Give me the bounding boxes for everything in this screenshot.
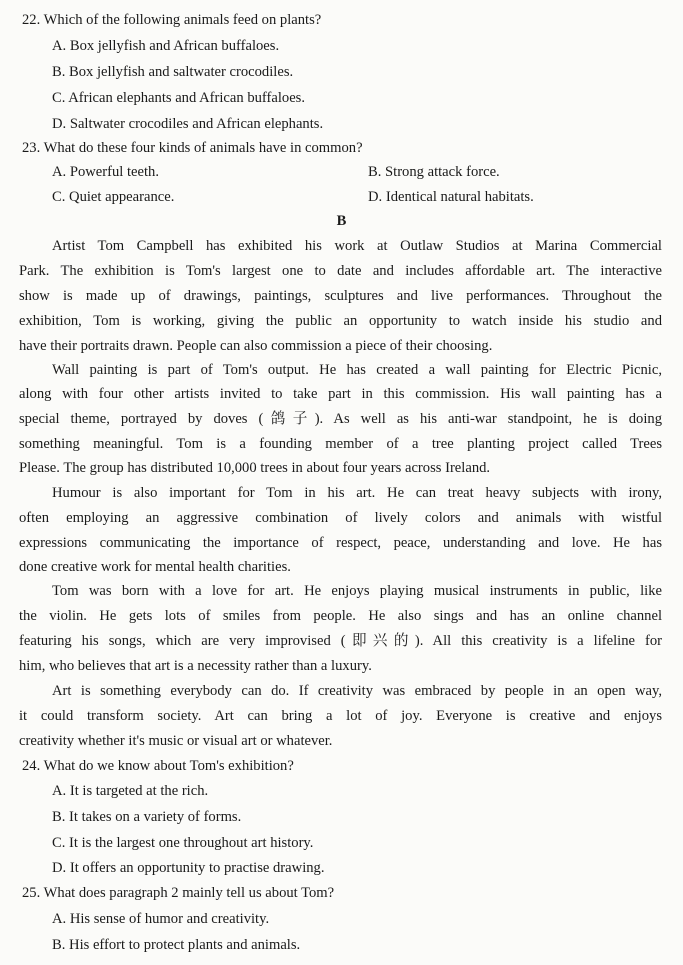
passage-p1-line: Artist Tom Campbell has exhibited his work at Outlaw Studios at Marina Commercial [52,238,662,254]
passage-p3-line: done creative work for mental health charities. [19,559,291,575]
question-23-option-c: C. Quiet appearance. [52,189,175,205]
question-22-option-c: C. African elephants and African buffaloes. [52,90,306,106]
question-23-stem: 23. What do these four kinds of animals have in common? [22,140,363,156]
passage-p4-line: featuring his songs, which are very improvised (即兴的). All this creativity is a lifeline for [19,633,662,649]
passage-p4-line: Tom was born with a love for art. He enjoys playing musical instruments in public, like [52,583,662,599]
passage-p1-line: Park. The exhibition is Tom's largest one to date and includes affordable art. The interactive [19,263,662,279]
passage-p2-line: special theme, portrayed by doves (鸽子). As well as his anti-war standpoint, he is doing [19,411,662,427]
passage-p4-line: the violin. He gets lots of smiles from people. He also sings and has an online channel [19,608,662,624]
question-24-stem: 24. What do we know about Tom's exhibition? [22,758,294,774]
question-24-option-d: D. It offers an opportunity to practise drawing. [52,860,325,876]
question-25-option-a: A. His sense of humor and creativity. [52,911,270,927]
question-23-option-b: B. Strong attack force. [368,164,500,180]
passage-p2-line: along with four other artists invited to take part in this commission. His wall painting has a [19,386,662,402]
question-23-option-d: D. Identical natural habitats. [368,189,534,205]
question-24-option-a: A. It is targeted at the rich. [52,783,209,799]
passage-p5-line: it could transform society. Art can bring a lot of joy. Everyone is creative and enjoys [19,708,662,724]
passage-p2-line: Please. The group has distributed 10,000 trees in about four years across Ireland. [19,460,491,476]
section-label: B [336,213,347,229]
question-25-option-b: B. His effort to protect plants and animals. [52,937,301,953]
passage-p3-line: expressions communicating the importance of respect, peace, understanding and love. He has [19,535,662,551]
question-24-option-b: B. It takes on a variety of forms. [52,809,242,825]
passage-p3-line: often employing an aggressive combination of lively colors and animals with wistful [19,510,662,526]
question-25-stem: 25. What does paragraph 2 mainly tell us about Tom? [22,885,335,901]
question-23-option-a: A. Powerful teeth. [52,164,159,180]
question-22-option-b: B. Box jellyfish and saltwater crocodiles. [52,64,294,80]
passage-p1-line: exhibition, Tom is working, giving the public an opportunity to watch inside his studio and [19,313,662,329]
question-22-option-d: D. Saltwater crocodiles and African elephants. [52,116,324,132]
passage-p5-line: creativity whether it's music or visual art or whatever. [19,733,333,749]
passage-p1-line: show is made up of drawings, paintings, sculptures and live performances. Throughout the [19,288,662,304]
passage-p2-line: Wall painting is part of Tom's output. He has created a wall painting for Electric Picnic, [52,362,662,378]
question-22-stem: 22. Which of the following animals feed on plants? [22,12,322,28]
question-24-option-c: C. It is the largest one throughout art history. [52,835,314,851]
passage-p4-line: him, who believes that art is a necessity rather than a luxury. [19,658,372,674]
passage-p1-line: have their portraits drawn. People can also commission a piece of their choosing. [19,338,493,354]
passage-p5-line: Art is something everybody can do. If creativity was embraced by people in an open way, [52,683,662,699]
question-22-option-a: A. Box jellyfish and African buffaloes. [52,38,280,54]
passage-p2-line: something meaningful. Tom is a founding member of a tree planting project called Trees [19,436,662,452]
passage-p3-line: Humour is also important for Tom in his art. He can treat heavy subjects with irony, [52,485,662,501]
